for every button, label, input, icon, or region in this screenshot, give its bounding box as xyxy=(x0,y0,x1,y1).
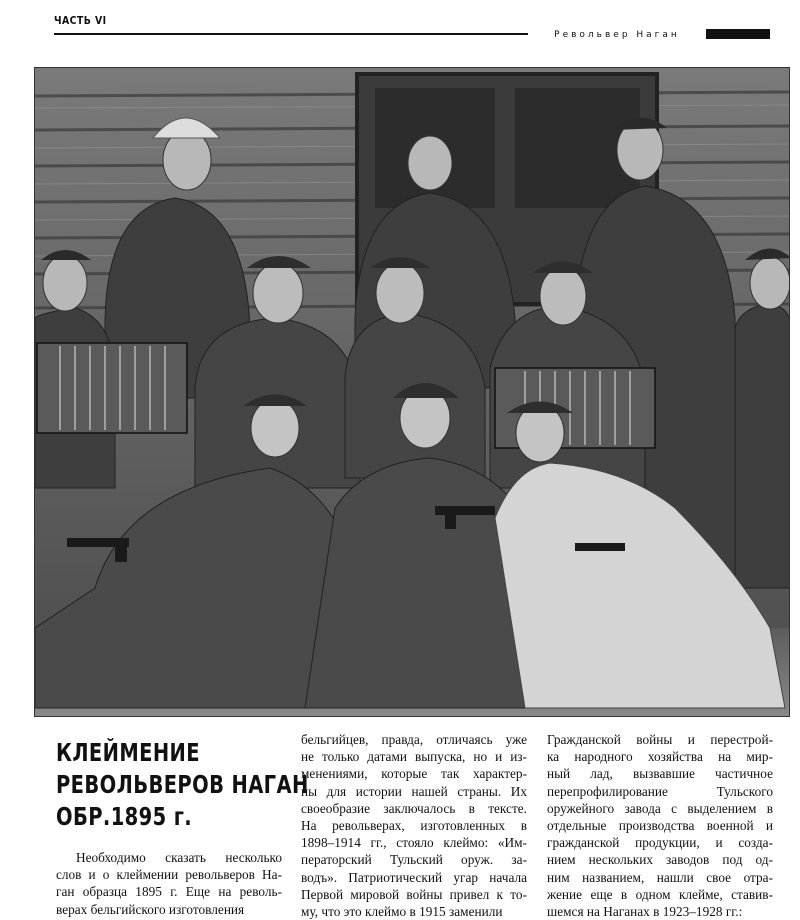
text-line: Необходимо сказать несколько xyxy=(76,850,282,865)
text-column-3 xyxy=(547,731,773,920)
text-line: На револьверах, изготовленных в xyxy=(301,818,527,834)
article-heading xyxy=(56,737,309,833)
text-line: не только датами выпуска, но и из- xyxy=(301,749,527,765)
text-line: перепрофилирование Тульского xyxy=(547,783,773,799)
text-line: ны для истории нашей страны. Их xyxy=(301,783,527,799)
text-line: менениями, которые так характер- xyxy=(301,766,527,782)
group-photo xyxy=(34,67,790,717)
text-line: ним названием, нашли свое отра- xyxy=(547,869,773,885)
text-line: верах бельгийского изготовления xyxy=(56,901,245,917)
text-line: ный лад, вызвавшие частичное xyxy=(547,766,773,782)
text-line: ка народного хозяйства на мир- xyxy=(547,749,773,765)
heading-line: КЛЕЙМЕНИЕ xyxy=(56,738,200,767)
text-column-2 xyxy=(301,731,527,920)
text-line: му, что это клеймо в 1915 заменили xyxy=(301,904,503,920)
photo-illustration xyxy=(35,68,790,717)
text-line: отдельные производства военной и xyxy=(547,818,773,834)
text-line: слов и о клеймении револьверов На- xyxy=(56,867,282,883)
text-line: ператорский Тульский оруж. за- xyxy=(301,852,527,868)
heading-line: ОБР.1895 г. xyxy=(56,802,193,831)
text-line: гражданской продукции, и созда- xyxy=(547,835,773,851)
heading-line: РЕВОЛЬВЕРОВ НАГАН xyxy=(56,770,309,799)
running-title: Револьвер Наган xyxy=(528,30,706,40)
text-line: Первой мировой войны привел к то- xyxy=(301,886,527,902)
text-line: оружейного завода с выделением в xyxy=(547,800,773,816)
text-line: 1898–1914 гг., стояло клеймо: «Им- xyxy=(301,835,527,851)
text-line: бельгийцев, правда, отличаясь уже xyxy=(301,732,527,747)
text-line: своеобразие заключалось в тексте. xyxy=(301,800,527,816)
text-line: нием нескольких заводов под од- xyxy=(547,852,773,868)
section-label: ЧАСТЬ VI xyxy=(54,14,107,27)
header-bar xyxy=(706,29,770,39)
text-line: шемся на Наганах в 1923–1928 гг.: xyxy=(547,904,743,920)
text-line: Гражданской войны и перестрой- xyxy=(547,732,773,747)
text-line: водъ». Патриотический угар начала xyxy=(301,869,527,885)
text-line: жение еще в одном клейме, ставив- xyxy=(547,886,773,902)
text-column-1 xyxy=(56,849,282,918)
text-line: ган образца 1895 г. Еще на револь- xyxy=(56,884,282,900)
